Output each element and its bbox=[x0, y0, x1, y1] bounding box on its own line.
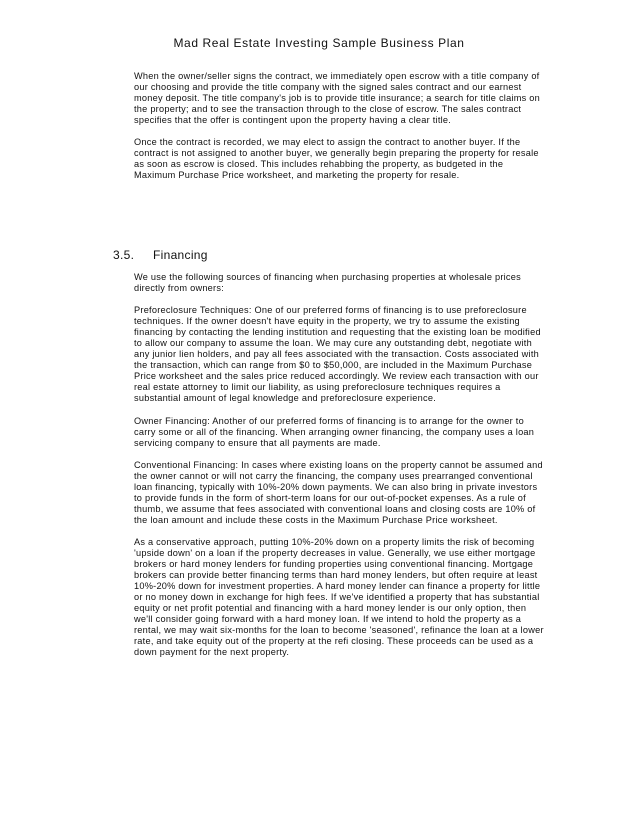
financing-preforeclosure-paragraph: Preforeclosure Techniques: One of our preferred forms of financing is to use preforeclosure techniques. If the owner doesn't have equity in the property, we try to assume the existing financing by contacting the lending institution and requesting that the existing loan be modified to allow our company to assume the loan. We may cure any outstanding debt, negotiate with any junior lien holders, and pay all fees associated with the transaction. Costs associated with the transaction, which can range from $0 to $50,000, are included in the Maximum Purchase Price worksheet and the sales price reduced accordingly. We review each transaction with our real estate attorney to limit our liability, as using preforeclosure techniques requires a substantial amount of legal knowledge and preforeclosure experience. bbox=[134, 305, 541, 404]
page-header-title: Mad Real Estate Investing Sample Business Plan bbox=[173, 36, 465, 50]
intro-paragraph-escrow: When the owner/seller signs the contract, we immediately open escrow with a title company of our choosing and provide the title company with the signed sales contract and our earnest money deposit. The title company's job is to provide title insurance; a search for title claims on the property; and to see the transaction through to the close of escrow. The sales contract specifies that the offer is contingent upon the property having a clear title. bbox=[134, 71, 541, 126]
financing-conventional-paragraph: Conventional Financing: In cases where existing loans on the property cannot be assumed and the owner cannot or will not carry the financing, the company uses prearranged conventional loan financing, typically with 10%-20% down payments. We can also bring in private investors to provide funds in the form of short-term loans for our out-of-pocket expenses. As a rule of thumb, we assume that fees associated with conventional loans and closing costs are 10% of the loan amount and include these costs in the Maximum Purchase Price worksheet. bbox=[134, 459, 543, 525]
financing-conservative-paragraph: As a conservative approach, putting 10%-20% down on a property limits the risk of becoming 'upside down' on a loan if the property decreases in value. Generally, we use either mortgage brokers or hard money lenders for funding properties using conventional financing. Mortgage brokers can provide better financing terms than hard money lenders, but often require at least 10%-20% down for investment properties. A hard money lender can finance a property for little or no money down in exchange for high fees. If we've identified a property that has substantial equity or net profit potential and financing with a hard money lender is our only option, then we'll consider going forward with a hard money loan. If we intend to hold the property as a rental, we may wait six-months for the loan to become 'seasoned', refinance the loan at a lower rate, and take equity out of the property at the refi closing. These proceeds can be used as a down payment for the next property. bbox=[134, 536, 544, 658]
financing-section bbox=[134, 272, 544, 658]
financing-owner-paragraph: Owner Financing: Another of our preferred forms of financing is to arrange for the owner to carry some or all of the financing. When arranging owner financing, the company uses a loan servicing company to ensure that all payments are made. bbox=[134, 415, 535, 448]
financing-intro-paragraph: We use the following sources of financing when purchasing properties at wholesale prices directly from owners: bbox=[134, 272, 521, 294]
section-number: 3.5. bbox=[113, 248, 135, 262]
intro-section bbox=[134, 71, 544, 181]
section-heading-financing bbox=[113, 248, 208, 262]
intro-paragraph-assignment: Once the contract is recorded, we may elect to assign the contract to another buyer. If the contract is not assigned to another buyer, we generally begin preparing the property for resale as soon as escrow is closed. This includes rehabbing the property, as budgeted in the Maximum Purchase Price worksheet, and marketing the property for resale. bbox=[134, 137, 539, 181]
section-title: Financing bbox=[153, 248, 208, 262]
